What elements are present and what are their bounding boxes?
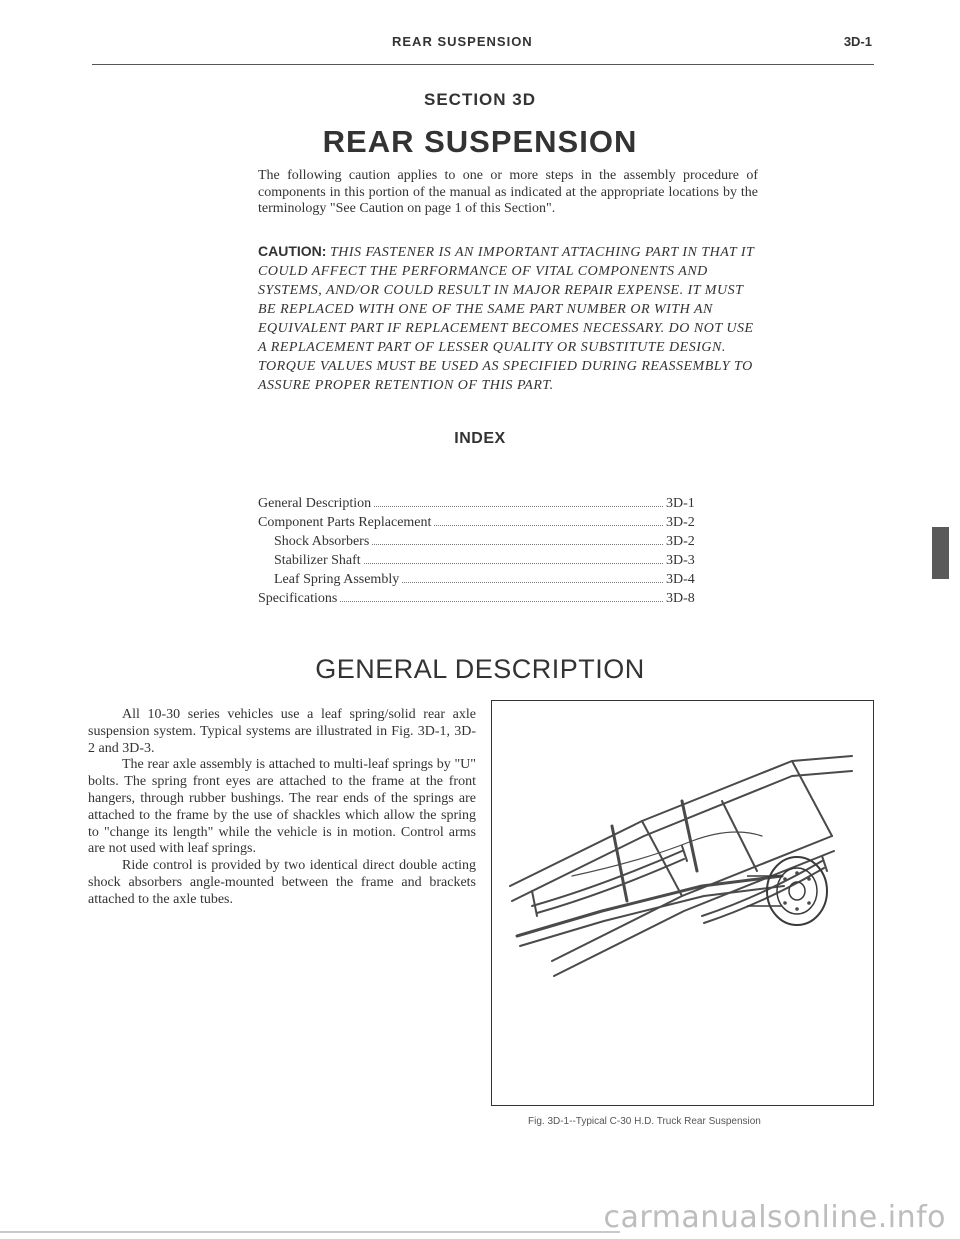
- index-entry-leaf-spring-assembly[interactable]: [258, 572, 704, 591]
- index-entry-component-parts-replacement[interactable]: [258, 515, 704, 534]
- section-label: SECTION 3D: [423, 90, 537, 109]
- footer-line: [0, 1231, 620, 1233]
- dot-leader: [374, 505, 663, 507]
- index-entry-page: 3D-4: [666, 572, 695, 587]
- dot-leader: [364, 562, 663, 564]
- header-divider: [92, 64, 874, 65]
- section-title: REAR SUSPENSION: [322, 124, 638, 159]
- index-entry-shock-absorbers[interactable]: [258, 534, 704, 553]
- index-entry-page: 3D-8: [666, 591, 695, 606]
- body-paragraph: Ride control is provided by two identical direct double acting shock absorbers angle-mounted between the frame and brackets attached to the axle tubes.: [88, 858, 476, 907]
- figure-caption: Fig. 3D-1--Typical C-30 H.D. Truck Rear Suspension: [528, 1116, 761, 1127]
- general-description-body: [88, 707, 476, 909]
- dot-leader: [340, 600, 663, 602]
- caution-text: THIS FASTENER IS AN IMPORTANT ATTACHING PART IN THAT IT COULD AFFECT THE PERFORMANCE OF VITAL COMPONENTS AND SYSTEMS, AND/OR COULD RESULT IN MAJOR REPAIR EXPENSE. IT MUST BE REPLACED WITH ONE OF THE SAME PART NUMBER OR WITH AN EQUIVALENT PART IF REPLACEMENT BECOMES NECESSARY. DO NOT USE A REPLACEMENT PART OF LESSER QUALITY OR SUBSTITUTE DESIGN. TORQUE VALUES MUST BE USED AS SPECIFIED DURING REASSEMBLY TO ASSURE PROPER RETENTION OF THIS PART.: [258, 245, 755, 393]
- index-entry-label: Shock Absorbers: [274, 534, 370, 549]
- index-entry-specifications[interactable]: [258, 591, 704, 610]
- index-entry-page: 3D-3: [666, 553, 695, 568]
- index-entry-label: Component Parts Replacement: [258, 515, 432, 530]
- dot-leader: [434, 524, 663, 526]
- index-list: [258, 496, 704, 610]
- rear-suspension-illustration: [492, 701, 873, 1105]
- section-tab-marker: [932, 527, 949, 579]
- figure-frame: [491, 700, 874, 1106]
- general-description-heading: GENERAL DESCRIPTION: [315, 654, 645, 684]
- index-heading: INDEX: [454, 430, 506, 447]
- caution-label: CAUTION:: [258, 243, 327, 259]
- caution-block: [258, 242, 758, 395]
- watermark: carmanualsonline.info: [603, 1200, 946, 1235]
- page-number: 3D-1: [843, 34, 872, 49]
- index-entry-label: Leaf Spring Assembly: [274, 572, 400, 587]
- dot-leader: [372, 543, 663, 545]
- index-entry-general-description[interactable]: [258, 496, 704, 515]
- running-title: REAR SUSPENSION: [392, 34, 533, 49]
- index-entry-page: 3D-2: [666, 534, 695, 549]
- body-paragraph: All 10-30 series vehicles use a leaf spring/solid rear axle suspension system. Typical systems are illustrated in Fig. 3D-1, 3D-2 and 3D-3.: [88, 707, 476, 756]
- index-entry-label: Specifications: [258, 591, 338, 606]
- index-entry-label: General Description: [258, 496, 372, 511]
- index-entry-page: 3D-2: [666, 515, 695, 530]
- running-header: [92, 34, 872, 58]
- intro-paragraph: The following caution applies to one or more steps in the assembly procedure of components in this portion of the manual as indicated at the appropriate locations by the terminology "See Caution on page 1 of this Section".: [258, 168, 758, 216]
- index-entry-stabilizer-shaft[interactable]: [258, 553, 704, 572]
- dot-leader: [402, 581, 663, 583]
- body-paragraph: The rear axle assembly is attached to multi-leaf springs by "U" bolts. The spring front eyes are attached to the frame at the front hangers, through rubber bushings. The rear ends of the springs are attached to the frame by the use of shackles which allow the spring to "change its length" while the vehicle is in motion. Control arms are not used with leaf springs.: [88, 757, 476, 857]
- index-entry-label: Stabilizer Shaft: [274, 553, 361, 568]
- index-entry-page: 3D-1: [666, 496, 695, 511]
